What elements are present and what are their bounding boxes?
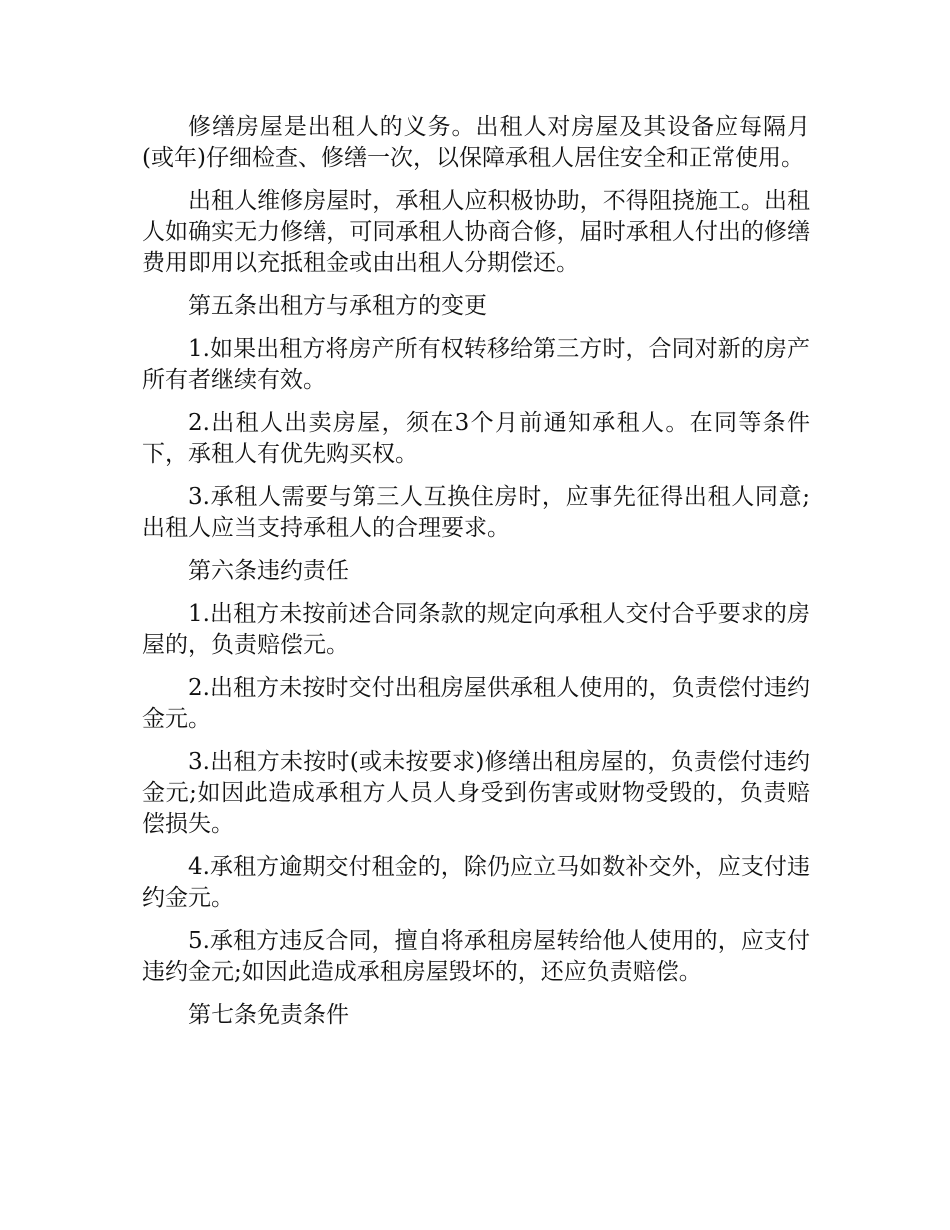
section-heading-article-6: 第六条违约责任	[188, 558, 349, 584]
list-item-article-5-1: 1.如果出租方将房产所有权转移给第三方时，合同对新的房产所有者继续有效。	[142, 336, 810, 393]
paragraph-repair-duty: 修缮房屋是出租人的义务。出租人对房屋及其设备应每隔月(或年)仔细检查、修缮一次，以保障承租人居住安全和正常使用。	[142, 114, 810, 171]
list-item-article-5-3: 3.承租人需要与第三人互换住房时，应事先征得出租人同意;出租人应当支持承租人的合理要求。	[142, 484, 810, 541]
list-item-article-6-2: 2.出租方未按时交付出租房屋供承租人使用的，负责偿付违约金元。	[142, 675, 810, 732]
list-item-article-5-2: 2.出租人出卖房屋，须在3个月前通知承租人。在同等条件下，承租人有优先购买权。	[142, 410, 810, 467]
list-item-article-6-3: 3.出租方未按时(或未按要求)修缮出租房屋的，负责偿付违约金元;如因此造成承租方人员人身受到伤害或财物受毁的，负责赔偿损失。	[142, 749, 810, 837]
list-item-article-6-5: 5.承租方违反合同，擅自将承租房屋转给他人使用的，应支付违约金元;如因此造成承租房屋毁坏的，还应负责赔偿。	[142, 928, 810, 985]
section-heading-article-7: 第七条免责条件	[188, 1002, 349, 1028]
list-item-article-6-1: 1.出租方未按前述合同条款的规定向承租人交付合乎要求的房屋的，负责赔偿元。	[142, 601, 810, 658]
document-page	[142, 112, 810, 1043]
list-item-article-6-4: 4.承租方逾期交付租金的，除仍应立马如数补交外，应支付违约金元。	[142, 854, 810, 911]
section-heading-article-5: 第五条出租方与承租方的变更	[188, 293, 487, 319]
paragraph-repair-cooperation: 出租人维修房屋时，承租人应积极协助，不得阻挠施工。出租人如确实无力修缮，可同承租人协商合修，届时承租人付出的修缮费用即用以充抵租金或由出租人分期偿还。	[142, 188, 810, 276]
